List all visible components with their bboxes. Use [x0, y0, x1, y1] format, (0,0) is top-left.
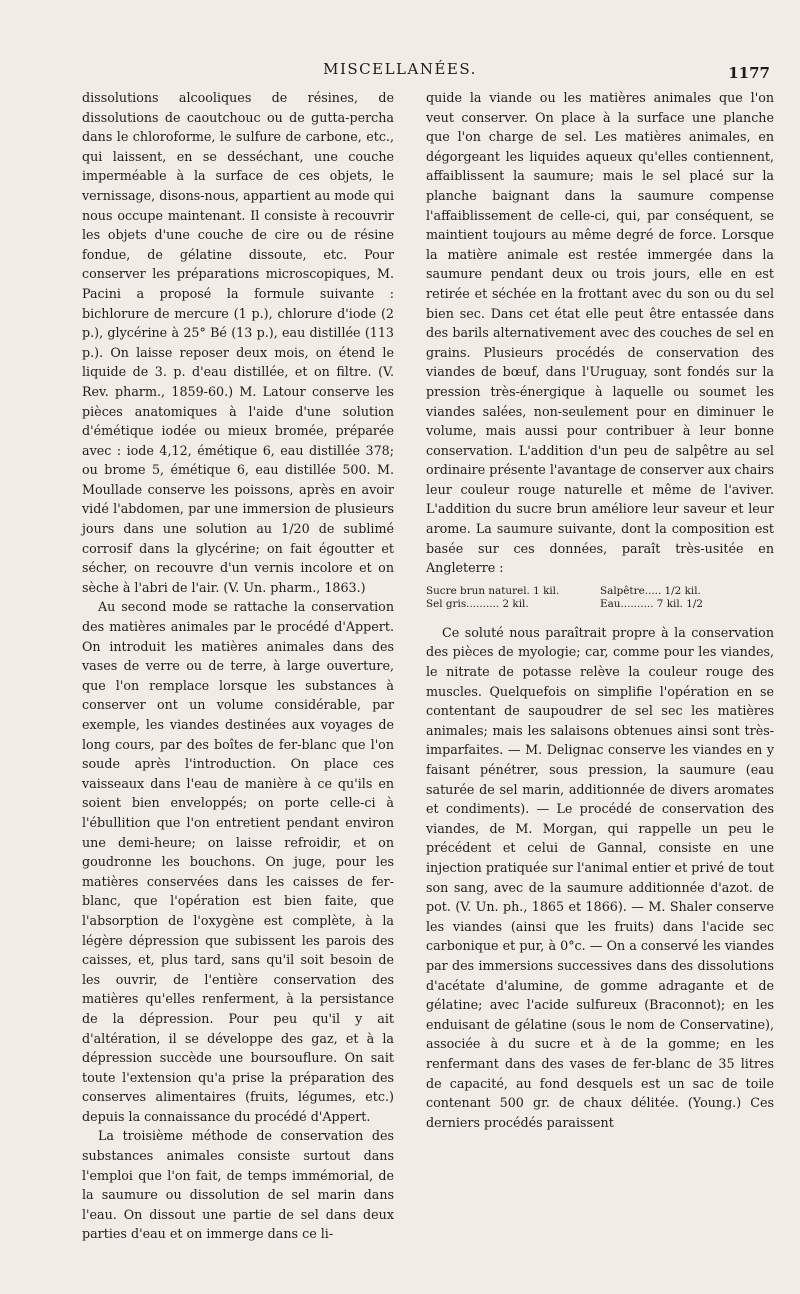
recipe-table [426, 585, 774, 611]
table-cell: Sel gris.......... 2 kil. [426, 597, 529, 610]
running-title: MISCELLANÉES. [323, 60, 477, 78]
right-column [426, 88, 774, 1132]
page-number: 1177 [728, 64, 770, 82]
left-column [82, 88, 394, 1244]
table-cell: Sucre brun naturel. 1 kil. [426, 584, 560, 597]
paragraph: Ce soluté nous paraîtrait propre à la conservation des pièces de myologie; car, comme pour les viandes, le nitrate de potasse relève la couleur rouge des muscles. Quelquefois on simplifie l'opération en se contentant de saupoudrer de sel sec les matières animales; mais les salaisons obtenues ainsi sont très-imparfaites. — M. Delignac conserve les viandes en y faisant pénétrer, sous pression, la saumure (eau saturée de sel marin, additionnée de divers aromates et condiments). — Le procédé de conservation des viandes, de M. Morgan, qui rappelle un peu le précédent et celui de Gannal, consiste en une injection pratiquée sur l'animal entier et privé de tout son sang, avec de la saumure additionnée d'azot. de pot. (V. Un. ph., 1865 et 1866). — M. Shaler conserve les viandes (ainsi que les fruits) dans l'acide sec carbonique et pur, à 0°c. — On a conservé les viandes par des immersions successives dans des dissolutions d'acétate d'alumine, de gomme adragante et de gélatine; avec l'acide sulfureux (Braconnot); en les enduisant de gélatine (sous le nom de Conservatine), associée à du sucre et à de la gomme; en les renfermant dans des vases de fer-blanc de 35 litres de capacité, au fond desquels est un sac de toile contenant 500 gr. de chaux délitée. (Young.) Ces derniers procédés paraissent [426, 624, 774, 1130]
paragraph: quide la viande ou les matières animales que l'on veut conserver. On place à la surface une planche que l'on charge de sel. Les matières animales, en dégorgeant les liquides aqueux qu'elles contiennent, affaiblissent la saumure; mais le sel placé sur la planche baignant dans la saumure compense l'affaiblissement de celle-ci, qui, par conséquent, se maintient toujours au même degré de force. Lorsque la matière animale est restée immergée dans la saumure pendant deux ou trois jours, elle en est retirée et séchée en la frottant avec du son ou du sel bien sec. Dans cet état elle peut être entassée dans des barils alternativement avec des couches de sel en grains. Plusieurs procédés de conservation des viandes de bœuf, dans l'Uruguay, sont fondés sur la pression très-énergique à laquelle ou soumet les viandes salées, non-seulement pour en diminuer le volume, mais aussi pour contribuer à leur bonne conservation. L'addition d'un peu de salpêtre au sel ordinaire présente l'avantage de conserver aux chairs leur couleur rouge naturelle et même de l'aviver. L'addition du sucre brun améliore leur saveur et leur arome. La saumure suivante, dont la composition est basée sur ces données, paraît très-usitée en Angleterre : [426, 90, 774, 576]
table-cell: Salpêtre..... 1/2 kil. [600, 584, 701, 597]
paragraph: La troisième méthode de conservation des substances animales consiste surtout dans l'emploi que l'on fait, de temps immémorial, de la saumure ou dissolution de sel marin dans l'eau. On dissout une partie de sel dans deux parties d'eau et on immerge dans ce li- [82, 1128, 394, 1242]
paragraph: dissolutions alcooliques de résines, de dissolutions de caoutchouc ou de gutta-percha dans le chloroforme, le sulfure de carbone, etc., qui laissent, en se desséchant, une couche imperméable à la surface de ces objets, le vernissage, disons-nous, appartient au mode qui nous occupe maintenant. Il consiste à recouvrir les objets d'une couche de cire ou de résine fondue, de gélatine dissoute, etc. Pour conserver les préparations microscopiques, M. Pacini a proposé la formule suivante : bichlorure de mercure (1 p.), chlorure d'iode (2 p.), glycérine à 25° Bé (13 p.), eau distillée (113 p.). On laisse reposer deux mois, on étend le liquide de 3. p. d'eau distillée, et on filtre. (V. Rev. pharm., 1859-60.) M. Latour conserve les pièces anatomiques à l'aide d'une solution d'émétique iodée ou mieux bromée, préparée avec : iode 4,12, émétique 6, eau distillée 378; ou brome 5, émétique 6, eau distillée 500. M. Moullade conserve les poissons, après en avoir vidé l'abdomen, par une immersion de plusieurs jours dans une solution au 1/20 de sublimé corrosif dans la glycérine; on fait égoutter et sécher, on recouvre d'un vernis incolore et on sèche à l'abri de l'air. (V. Un. pharm., 1863.) [82, 90, 394, 595]
running-head [0, 58, 800, 88]
table-cell: Eau.......... 7 kil. 1/2 [600, 597, 703, 610]
paragraph: Au second mode se rattache la conservation des matières animales par le procédé d'Appert. On introduit les matières animales dans des vases de verre ou de terre, à large ouverture, que l'on remplace lorsque les substances à conserver ont un volume considérable, par exemple, les viandes destinées aux voyages de long cours, par des boîtes de fer-blanc que l'on soude après l'introduction. On place ces vaisseaux dans l'eau de manière à ce qu'ils en soient bien enveloppés; on porte celle-ci à l'ébullition que l'on entretient pendant environ une demi-heure; on laisse refroidir, et on goudronne les bouchons. On juge, pour les matières conservées dans les caisses de fer-blanc, que l'opération est bien faite, que l'absorption de l'oxygène est complète, à la légère dépression que subissent les parois des caisses, et, plus tard, sans qu'il soit besoin de les ouvrir, de l'entière conservation des matières qu'elles renferment, à la persistance de la dépression. Pour peu qu'il y ait d'altération, il se développe des gaz, et à la dépression succède une boursouflure. On sait toute l'extension qu'a prise la préparation des conserves alimentaires (fruits, légumes, etc.) depuis la connaissance du procédé d'Appert. [82, 599, 394, 1124]
